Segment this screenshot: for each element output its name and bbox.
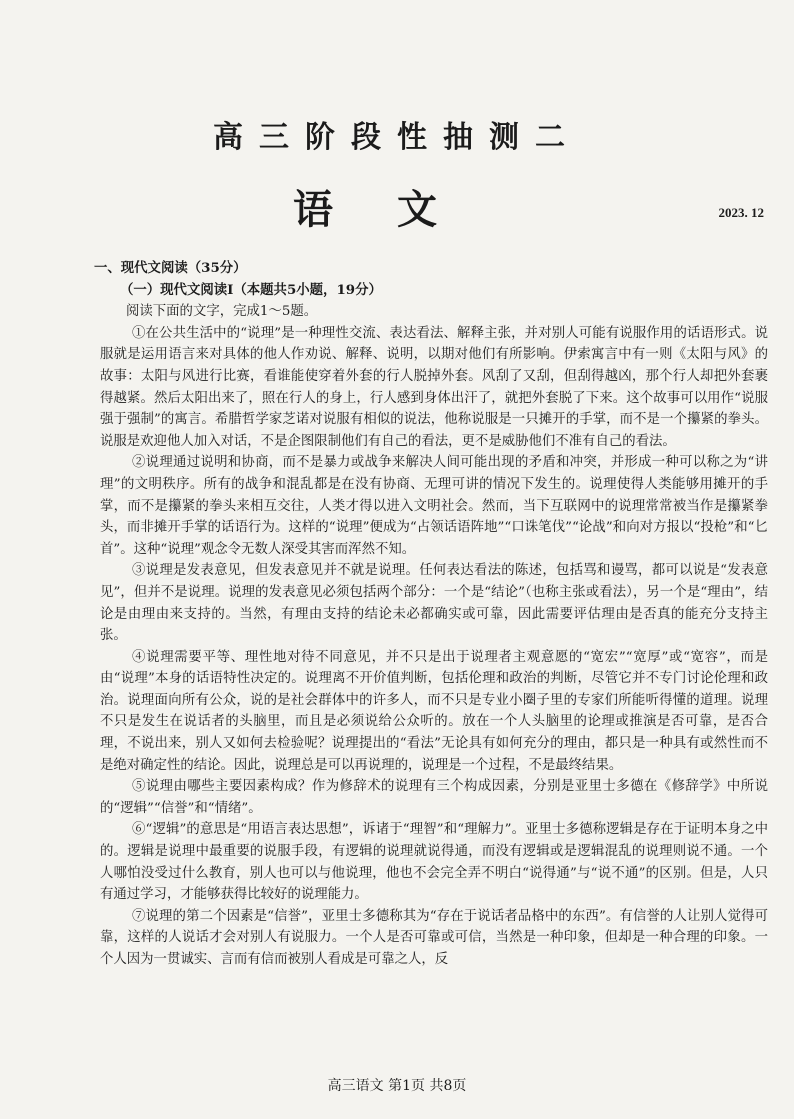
reading-section bbox=[94, 258, 768, 971]
sub-section-heading: （一）现代文阅读Ⅰ（本题共5小题，19分） bbox=[120, 281, 382, 298]
exam-date: 2023. 12 bbox=[718, 205, 764, 220]
paragraph-7: ⑦说理的第二个因素是“信誉”，亚里士多德称其为“存在于说话者品格中的东西”。有信誉的人让别人觉得可靠，这样的人说话才会对别人有说服力。一个人是否可靠或可信，当然是一种印象，但却是一种合理的印象。一个人因为一贯诚实、言而有信而被别人看成是可靠之人，反 bbox=[100, 908, 768, 967]
subject-title: 语文 bbox=[293, 186, 501, 233]
paragraph-5: ⑤说理由哪些主要因素构成？作为修辞术的说理有三个构成因素，分别是亚里士多德在《修辞学》中所说的“逻辑”“信誉”和“情绪”。 bbox=[100, 779, 768, 816]
instruction-text: 阅读下面的文字，完成1～5题。 bbox=[126, 304, 318, 320]
paragraph-4: ④说理需要平等、理性地对待不同意见，并不只是出于说理者主观意愿的“宽宏”“宽厚”或“宽容”，而是由“说理”本身的话语特性决定的。说理离不开价值判断，包括伦理和政治的判断，尽管它并不专门讨论伦理和政治。说理面向所有公众，说的是社会群体中的许多人，而不只是专业小圈子里的专家们所能听得懂的道理。说理不只是发生在说话者的头脑里，而且是必须说给公众听的。放在一个人头脑里的论理或推演是否可靠，是否合理，不说出来，别人又如何去检验呢？说理提出的“看法”无论具有如何充分的理由，都只是一种具有或然性而不是绝对确定性的结论。因此，说理总是可以再说理的，说理是一个过程，不是最终结果。 bbox=[100, 649, 768, 773]
paragraph-3: ③说理是发表意见，但发表意见并不就是说理。任何表达看法的陈述，包括骂和谩骂，都可以说是“发表意见”，但并不是说理。说理的发表意见必须包括两个部分：一个是“结论”（也称主张或看法），另一个是“理由”，结论是由理由来支持的。当然，有理由支持的结论未必都确实或可靠，因此需要评估理由是否真的能充分支持主张。 bbox=[100, 563, 768, 644]
page-footer: 高三语文 第1页 共8页 bbox=[327, 1078, 467, 1094]
section-heading: 一、现代文阅读（35分） bbox=[94, 260, 247, 276]
paragraph-2: ②说理通过说明和协商，而不是暴力或战争来解决人间可能出现的矛盾和冲突，并形成一种可以称之为“讲理”的文明秩序。所有的战争和混乱都是在没有协商、无理可讲的情况下发生的。说理使得人类能够用摊开的手掌，而不是攥紧的拳头来相互交往，人类才得以进入文明社会。然而，当下互联网中的说理常常被当作是攥紧拳头，而非摊开手掌的话语行为。这样的“说理”便成为“占领话语阵地”“口诛笔伐”“论战”和向对方报以“投枪”和“匕首”。这种“说理”观念令无数人深受其害而浑然不知。 bbox=[100, 455, 768, 557]
paragraph-6: ⑥“逻辑”的意思是“用语言表达思想”，诉诸于“理智”和“理解力”。亚里士多德称逻辑是存在于证明本身之中的。逻辑是说理中最重要的说服手段，有逻辑的说理就说得通，而没有逻辑或是逻辑混乱的说理则说不通。一个人哪怕没受过什么教育，别人也可以与他说理，他也不会完全弄不明白“说得通”与“说不通”的区别。但是，人只有通过学习，才能够获得比较好的说理能力。 bbox=[100, 822, 768, 903]
paragraph-1: ①在公共生活中的“说理”是一种理性交流、表达看法、解释主张，并对别人可能有说服作用的话语形式。说服就是运用语言来对具体的他人作劝说、解释、说明，以期对他们有所影响。伊索寓言中有一则《太阳与风》的故事：太阳与风进行比赛，看谁能使穿着外套的行人脱掉外套。风刮了又刮，但刮得越凶，那个行人却把外套裹得越紧。然后太阳出来了，照在行人的身上，行人感到身体出汗了，就把外套脱了下来。这个故事可以用作“说服强于强制”的寓言。希腊哲学家芝诺对说服有相似的说法，他称说服是一只摊开的手掌，而不是一个攥紧的拳头。说服是欢迎他人加入对话，不是企图限制他们有自己的看法，更不是威胁他们不准有自己的看法。 bbox=[100, 325, 768, 449]
exam-title: 高三阶段性抽测二 bbox=[213, 120, 581, 155]
